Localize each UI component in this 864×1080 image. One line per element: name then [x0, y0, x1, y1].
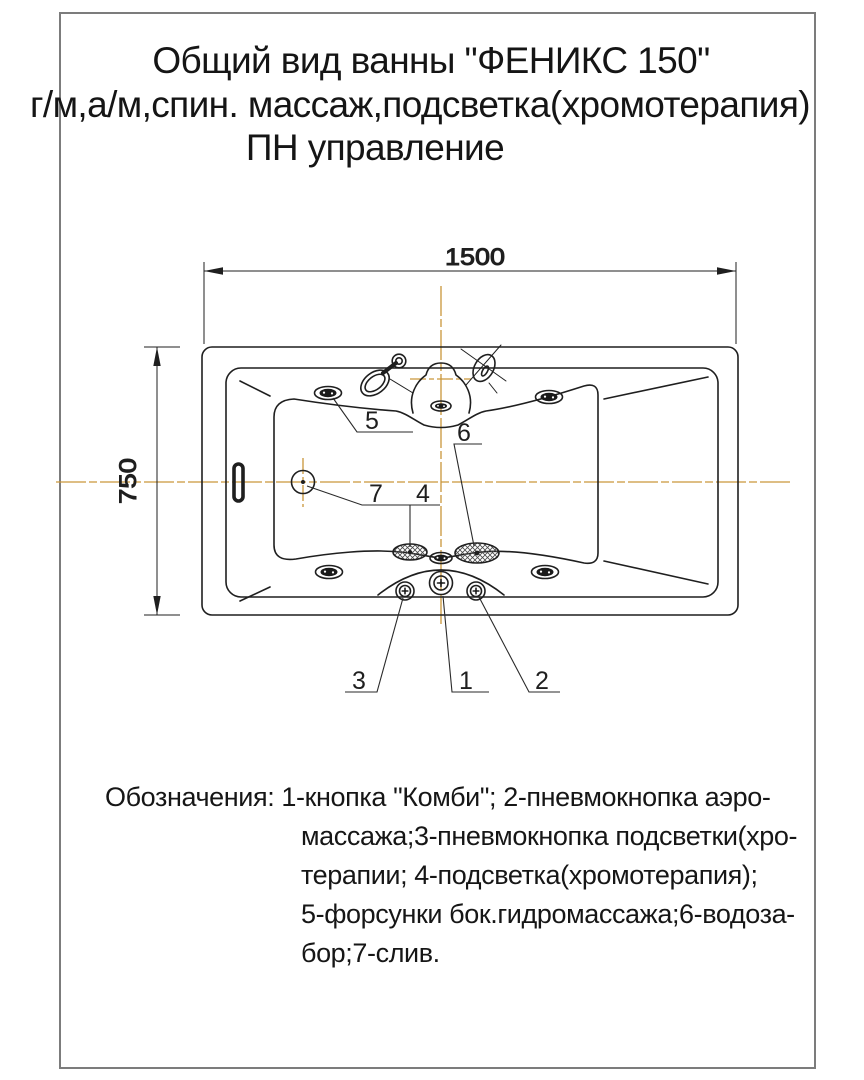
callout-lines	[307, 398, 560, 692]
tub-interior-contour	[274, 385, 598, 563]
callout-1: 1	[459, 667, 473, 695]
callout-4: 4	[416, 480, 430, 508]
tub-linework	[202, 345, 738, 615]
centerlines	[56, 286, 793, 627]
arrow-right	[717, 267, 736, 274]
drawing-title-line-3: ПН управление	[245, 127, 505, 168]
jet-bottom-right	[532, 566, 559, 579]
drawing-title-line-1: Общий вид ванны "ФЕНИКС 150"	[152, 40, 710, 81]
dimension-1500	[204, 244, 736, 344]
callout-7: 7	[369, 480, 383, 508]
callout-6: 6	[457, 419, 471, 447]
callout-2: 2	[535, 667, 549, 695]
legend-line-2: массажа;3-пневмокнопка подсветки(хро-	[301, 821, 798, 851]
button-backlight	[396, 582, 414, 600]
water-intake	[455, 543, 499, 563]
legend-line-1: Обозначения: 1-кнопка "Комби"; 2-пневмокнопка аэро-	[105, 782, 771, 812]
callout-5: 5	[365, 407, 379, 435]
arrow-bottom	[153, 596, 160, 615]
corner-slope-top-left	[240, 381, 270, 396]
callout-3: 3	[352, 667, 366, 695]
dim-height-label: 750	[115, 463, 142, 504]
callout-6-leader	[454, 444, 482, 546]
arrow-top	[153, 347, 160, 366]
legend-line-3: терапии; 4-подсветка(хромотерапия);	[301, 860, 758, 890]
drain-center-dot	[301, 480, 305, 484]
legend-block	[105, 778, 797, 973]
callout-7-leader	[307, 486, 413, 505]
corner-slope-bottom-right	[604, 561, 708, 584]
button-airmassage	[467, 582, 485, 600]
legend-line-5: бор;7-слив.	[301, 938, 440, 968]
corner-slope-bottom-left	[240, 587, 270, 601]
knob-cross-line-2	[466, 345, 501, 385]
callout-4-leader	[410, 505, 440, 547]
jet-top-left	[315, 387, 342, 400]
knob-leader-line	[489, 383, 497, 393]
hand-shower	[356, 354, 413, 401]
corner-slope-top-right	[604, 377, 708, 399]
dim-width-label: 1500	[445, 244, 505, 271]
shower-leader-line	[390, 379, 413, 393]
jet-top-right	[536, 391, 563, 404]
jet-bottom-left	[316, 566, 343, 579]
drawing-title-line-2: г/м,а/м,спин. массаж,подсветка(хромотерапия)	[30, 84, 810, 125]
dimension-750	[115, 347, 180, 615]
control-knob	[461, 345, 506, 393]
legend-line-4: 5-форсунки бок.гидромассажа;6-водоза-	[301, 899, 795, 929]
arrow-left	[204, 267, 223, 274]
